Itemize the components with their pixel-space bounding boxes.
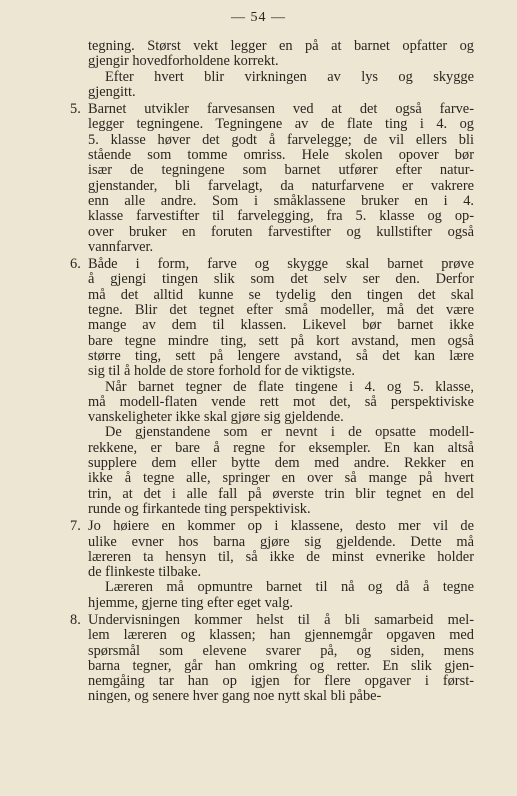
text-line: runde og firkantede ting perspektivisk.: [88, 500, 311, 517]
text-line: gjenstander, bli farvelagt, da naturfarvene er vakrere: [88, 177, 474, 194]
item-number: 6.: [70, 256, 81, 273]
text-line: lem læreren og klassen; han gjennemgår opgaven med: [88, 627, 474, 644]
paragraph: [88, 425, 474, 517]
text-line: Læreren må opmuntre barnet til nå og då å tegne: [105, 579, 474, 596]
text-line: nemgåing tar han op igjen for flere opgaver i først-: [88, 673, 474, 690]
text-line: Efter hvert blir virkningen av lys og skygge: [105, 68, 474, 85]
numbered-item: [70, 518, 474, 581]
text-line: Undervisningen kommer helst til å bli samarbeid mel-: [88, 611, 474, 628]
text-line: de flinkeste tilbake.: [88, 564, 202, 581]
body-text: [70, 38, 474, 705]
text-line: enn alle andre. Som i småklassene bruker en i 4.: [88, 192, 474, 209]
text-line: læreren ta hensyn til, så ikke de minst evnerike holder: [88, 548, 474, 565]
text-line: å gjengi tingen slik som det selv ser den. Derfor: [88, 271, 474, 288]
text-line: barna tegner, går han omkring og retter. En slik gjen-: [88, 657, 474, 674]
text-line: Barnet utvikler farvesansen ved at det også farve-: [88, 101, 474, 118]
text-line: gjengitt.: [88, 83, 136, 100]
text-line: Når barnet tegner de flate tingene i 4. og 5. klasse,: [105, 378, 474, 395]
page-number: — 54 —: [231, 10, 286, 25]
numbered-item: [70, 101, 474, 255]
text-line: De gjenstandene som er nevnt i de opsatte modell-: [105, 424, 474, 441]
text-line: større ting, sett på lengere avstand, så det kan lære: [88, 347, 474, 364]
text-line: Både i form, farve og skygge skal barnet prøve: [88, 256, 474, 273]
text-line: mange av dem til klassen. Likevel bør barnet ikke: [88, 317, 474, 334]
text-line: stående som tomme omriss. Hele skolen opover bør: [88, 147, 474, 164]
item-number: 7.: [70, 518, 81, 535]
text-line: især de tegningene som barnet utfører efter natur-: [88, 162, 474, 179]
item-number: 8.: [70, 611, 81, 628]
text-line: sig til å holde de store forhold for de viktigste.: [88, 363, 355, 380]
paragraph: [88, 380, 474, 426]
text-line: rekkene, er bare å regne for eksempler. En kan altså: [88, 439, 474, 456]
text-line: gjengir hovedforholdene korrekt.: [88, 53, 279, 70]
text-line: ulike evner hos barna gjøre sig gjeldende. Dette må: [88, 533, 474, 550]
text-line: klasse farvestifter til farvelegging, fra 5. klasse og op-: [88, 208, 474, 225]
text-line: hjemme, gjerne ting efter eget valg.: [88, 594, 293, 611]
paragraph: [88, 39, 474, 70]
text-line: trin, at det i alle fall på øverste trin blir tegnet en del: [88, 485, 474, 502]
text-line: ningen, og senere hver gang noe nytt skal bli påbe-: [88, 688, 382, 705]
item-number: 5.: [70, 101, 81, 118]
text-line: spørsmål som elevene svarer på, og siden, mens: [88, 642, 474, 659]
numbered-item: [70, 611, 474, 705]
text-line: vanskeligheter ikke skal gjøre sig gjeldende.: [88, 409, 344, 426]
text-line: over bruker en foruten farvestifter og kullstifter også: [88, 223, 474, 240]
text-line: 5. klasse høver det godt å farvelegge; de vil ellers bli: [88, 131, 474, 148]
text-line: tegne. Blir det tegnet efter små modeller, må det være: [88, 302, 474, 319]
text-line: ikke å tegne alle, springer en over så mange på hvert: [88, 470, 474, 487]
text-line: bare tegne mindre ting, sett på kort avstand, men også: [88, 332, 474, 349]
text-line: supplere dem eller bytte dem med andre. Rekker en: [88, 455, 474, 472]
numbered-item: [70, 256, 474, 380]
text-line: Jo høiere en kommer op i klassene, desto mer vil de: [88, 518, 474, 535]
paragraph: [88, 70, 474, 101]
text-line: må det alltid kunne se tydelig den tingen det skal: [88, 286, 474, 303]
text-line: tegning. Størst vekt legger en på at barnet opfatter og: [88, 38, 474, 54]
text-line: vannfarver.: [88, 238, 154, 255]
text-line: legger tegningene. Tegningene av de flate ting i 4. og: [88, 116, 474, 133]
text-line: må modell-flaten vende rett mot det, så perspektiviske: [88, 393, 474, 410]
paragraph: [88, 580, 474, 611]
